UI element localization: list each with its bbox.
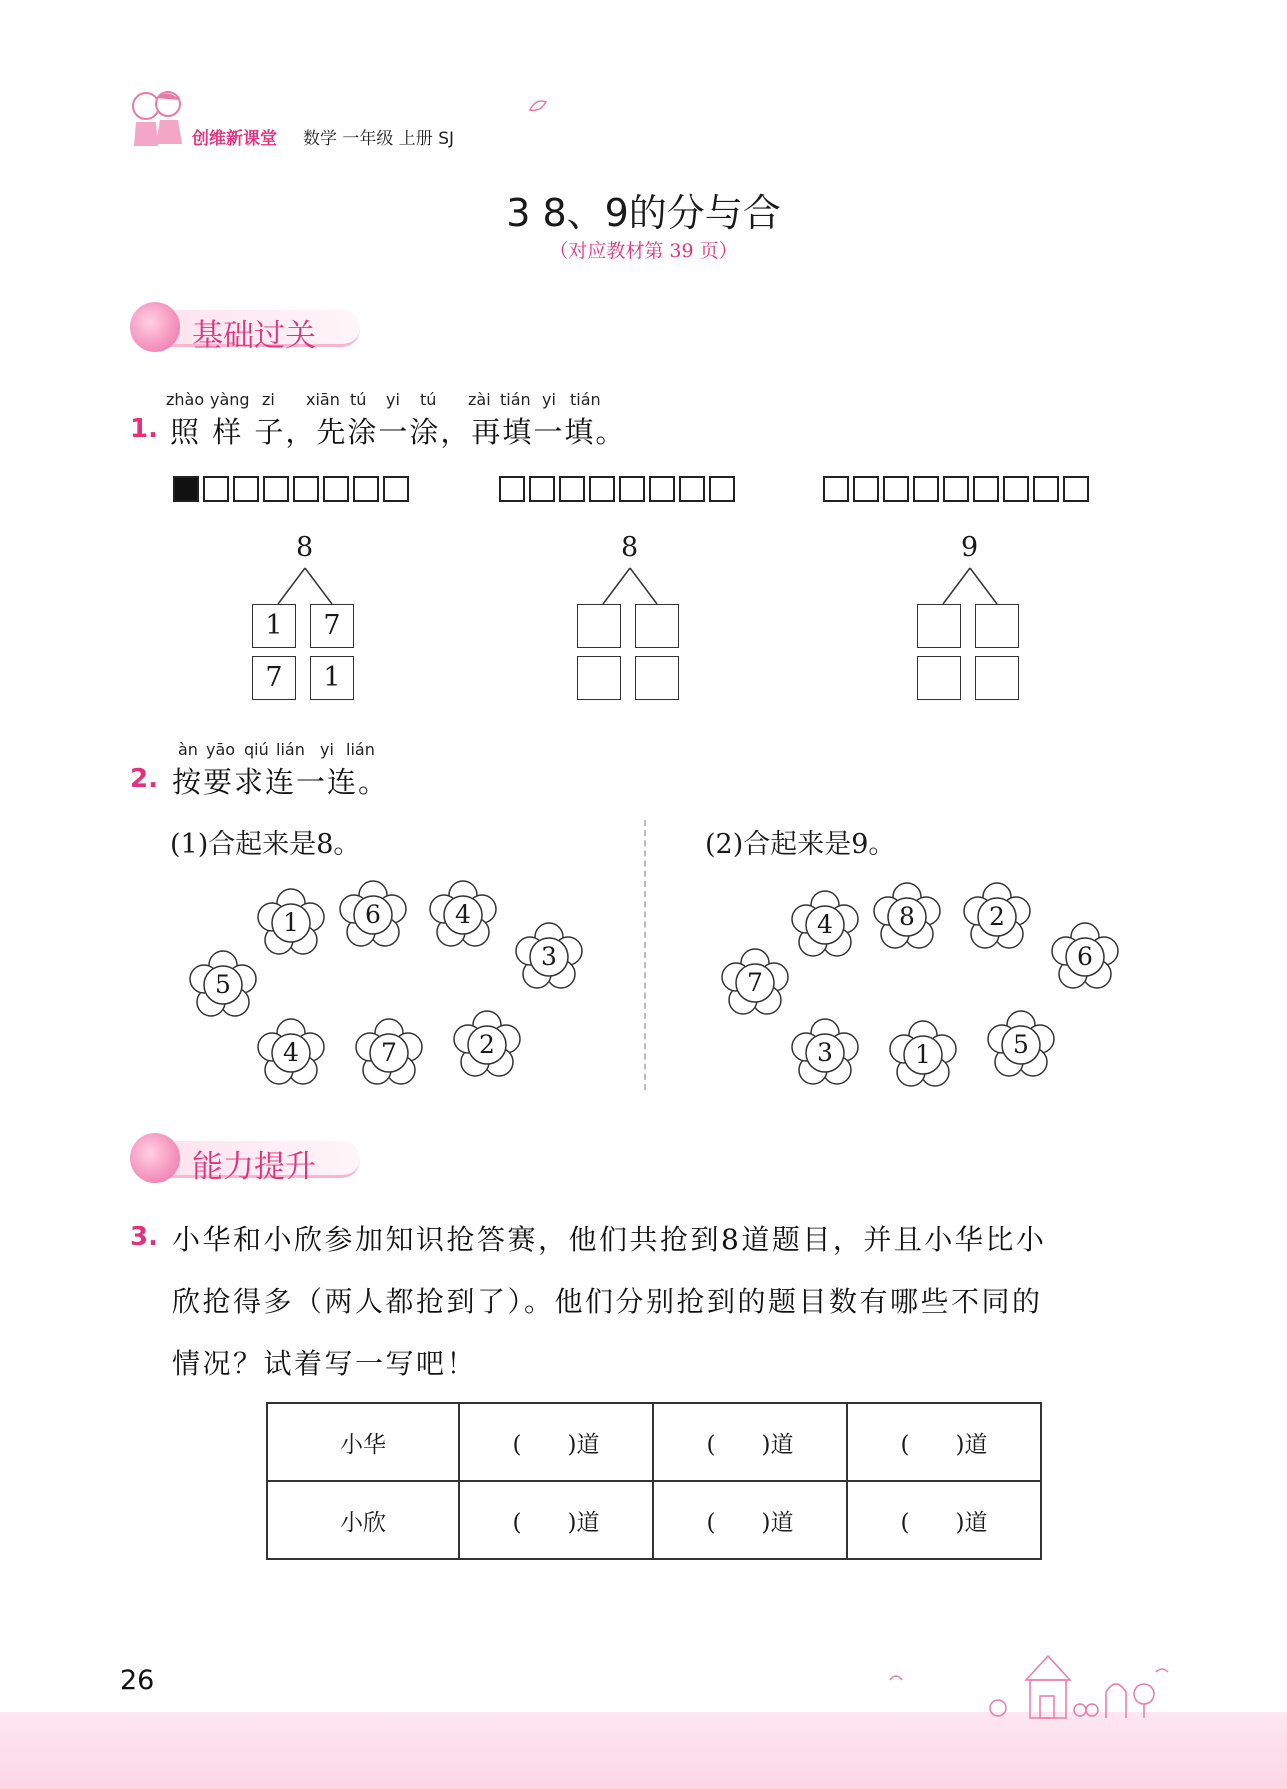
q2-pinyin: àn yāo qiú lián yi lián xyxy=(178,740,375,759)
square-row-3 xyxy=(823,476,1089,502)
square-row-1 xyxy=(173,476,409,502)
lesson-subtitle: （对应教材第 39 页） xyxy=(549,240,738,262)
total-number: 8 xyxy=(621,532,639,563)
page-number: 26 xyxy=(120,1665,155,1696)
square-row-2 xyxy=(499,476,735,502)
answer-box[interactable] xyxy=(635,604,679,648)
table-row xyxy=(267,1481,1041,1559)
answer-box[interactable] xyxy=(577,656,621,700)
decorative-leaf-icon xyxy=(528,98,548,114)
empty-square[interactable] xyxy=(589,476,615,502)
part-box: 7 xyxy=(310,604,354,648)
divider-line xyxy=(644,820,646,1090)
q3-line-3: 情况？试着写一写吧！ xyxy=(172,1347,478,1380)
q2-part1-label: (1)合起来是8。 xyxy=(170,829,361,860)
answer-cell[interactable]: ( )道 xyxy=(459,1403,653,1481)
decomposition-group xyxy=(575,530,685,710)
empty-square[interactable] xyxy=(823,476,849,502)
empty-square[interactable] xyxy=(293,476,319,502)
branch-lines xyxy=(915,566,1025,606)
empty-square[interactable] xyxy=(323,476,349,502)
section-title: 基础过关 xyxy=(192,318,316,354)
mascot-kids-icon xyxy=(126,86,188,152)
empty-square[interactable] xyxy=(233,476,259,502)
empty-square[interactable] xyxy=(1033,476,1059,502)
empty-square[interactable] xyxy=(853,476,879,502)
q3-number: 3. xyxy=(130,1222,158,1252)
empty-square[interactable] xyxy=(1003,476,1029,502)
q1-pinyin: zhào yàng zi xiān tú yi tú zài tián yi tián xyxy=(166,390,601,409)
q2-text: 按要求连一连。 xyxy=(172,765,390,799)
answer-box[interactable] xyxy=(577,604,621,648)
section-banner-advanced xyxy=(130,1133,370,1183)
filled-square xyxy=(173,476,199,502)
answer-cell[interactable]: ( )道 xyxy=(847,1403,1041,1481)
empty-square[interactable] xyxy=(263,476,289,502)
answer-cell[interactable]: ( )道 xyxy=(653,1403,847,1481)
section-title: 能力提升 xyxy=(192,1149,316,1185)
q2-part2-label: (2)合起来是9。 xyxy=(705,829,896,860)
empty-square[interactable] xyxy=(943,476,969,502)
empty-square[interactable] xyxy=(499,476,525,502)
flower-card[interactable]: 3 xyxy=(790,1018,860,1088)
answer-box[interactable] xyxy=(975,656,1019,700)
flower-card[interactable]: 7 xyxy=(354,1018,424,1088)
flower-card[interactable]: 5 xyxy=(188,950,258,1020)
empty-square[interactable] xyxy=(1063,476,1089,502)
answer-box[interactable] xyxy=(917,656,961,700)
flower-card[interactable]: 6 xyxy=(1050,922,1120,992)
castle-decoration-icon xyxy=(880,1650,1170,1720)
flower-card[interactable]: 7 xyxy=(720,948,790,1018)
empty-square[interactable] xyxy=(973,476,999,502)
part-box: 1 xyxy=(252,604,296,648)
mascot-icon xyxy=(130,1133,180,1183)
empty-square[interactable] xyxy=(913,476,939,502)
q3-line-1: 小华和小欣参加知识抢答赛，他们共抢到8道题目，并且小华比小 xyxy=(172,1223,1047,1256)
flower-card[interactable]: 2 xyxy=(452,1010,522,1080)
q1-number: 1. xyxy=(130,414,158,444)
empty-square[interactable] xyxy=(619,476,645,502)
q3-line-2: 欣抢得多（两人都抢到了）。他们分别抢到的题目数有哪些不同的 xyxy=(172,1285,1043,1318)
lesson-title: 3 8、9的分与合 xyxy=(506,191,781,235)
row-header: 小华 xyxy=(267,1403,459,1481)
answer-box[interactable] xyxy=(635,656,679,700)
q2-number: 2. xyxy=(130,764,158,794)
part-box: 1 xyxy=(310,656,354,700)
part-box: 7 xyxy=(252,656,296,700)
flower-card[interactable]: 2 xyxy=(962,882,1032,952)
flower-card[interactable]: 4 xyxy=(428,880,498,950)
answer-cell[interactable]: ( )道 xyxy=(653,1481,847,1559)
brand-name: 创维新课堂 xyxy=(192,129,277,149)
footer-band xyxy=(0,1712,1287,1789)
flower-card[interactable]: 5 xyxy=(986,1010,1056,1080)
empty-square[interactable] xyxy=(649,476,675,502)
row-header: 小欣 xyxy=(267,1481,459,1559)
table-row xyxy=(267,1403,1041,1481)
empty-square[interactable] xyxy=(529,476,555,502)
flower-card[interactable]: 1 xyxy=(888,1020,958,1090)
answer-box[interactable] xyxy=(975,604,1019,648)
flower-card[interactable]: 4 xyxy=(790,890,860,960)
total-number: 8 xyxy=(296,532,314,563)
answer-cell[interactable]: ( )道 xyxy=(459,1481,653,1559)
branch-lines xyxy=(250,566,360,606)
flower-card[interactable]: 3 xyxy=(514,922,584,992)
q1-text: 照 样 子，先涂一涂，再填一填。 xyxy=(170,415,627,449)
answer-table xyxy=(266,1402,1042,1560)
answer-cell[interactable]: ( )道 xyxy=(847,1481,1041,1559)
empty-square[interactable] xyxy=(203,476,229,502)
empty-square[interactable] xyxy=(883,476,909,502)
empty-square[interactable] xyxy=(709,476,735,502)
empty-square[interactable] xyxy=(383,476,409,502)
empty-square[interactable] xyxy=(679,476,705,502)
flower-card[interactable]: 1 xyxy=(256,888,326,958)
empty-square[interactable] xyxy=(353,476,379,502)
flower-card[interactable]: 4 xyxy=(256,1018,326,1088)
decomposition-group xyxy=(915,530,1025,710)
flower-card[interactable]: 8 xyxy=(872,882,942,952)
branch-lines xyxy=(575,566,685,606)
answer-box[interactable] xyxy=(917,604,961,648)
flower-card[interactable]: 6 xyxy=(338,880,408,950)
mascot-icon xyxy=(130,302,180,352)
decomposition-group xyxy=(250,530,360,710)
empty-square[interactable] xyxy=(559,476,585,502)
section-banner-basic xyxy=(130,302,370,352)
book-info: 数学 一年级 上册 SJ xyxy=(303,129,455,149)
total-number: 9 xyxy=(961,532,979,563)
